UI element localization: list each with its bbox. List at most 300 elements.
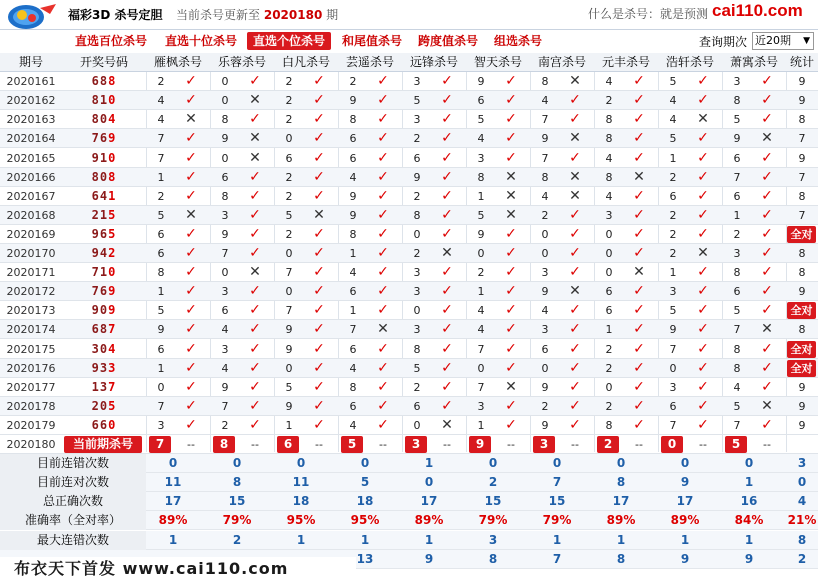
period-cell: 2020164 [6, 132, 56, 146]
lottery-digit: 6 [99, 284, 109, 299]
check-icon: ✓ [249, 283, 261, 300]
summary-value: 9 [680, 475, 690, 490]
lottery-digit: 1 [99, 207, 109, 222]
kill-number: 3 [413, 266, 421, 280]
current-kill-number: 5 [725, 436, 747, 453]
check-icon: ✓ [633, 149, 645, 166]
lottery-digit: 8 [91, 93, 100, 108]
kill-number: 0 [285, 361, 293, 375]
cross-icon: ✕ [697, 111, 709, 128]
stat-cell: 8 [798, 247, 806, 260]
current-kill-number: 2 [597, 436, 619, 453]
check-icon: ✓ [633, 187, 645, 204]
lottery-digit: 7 [91, 131, 100, 146]
kill-number: 4 [349, 361, 357, 375]
app-title: 福彩3D 杀号定胆 [68, 8, 163, 22]
lottery-digit: 3 [99, 360, 109, 375]
cross-icon: ✕ [761, 321, 773, 338]
lottery-number-cell [62, 340, 146, 359]
kill-number: 3 [733, 75, 741, 89]
check-icon: ✓ [377, 416, 389, 433]
check-icon: ✓ [313, 359, 325, 376]
kill-number: 6 [285, 151, 293, 165]
check-icon: ✓ [185, 416, 197, 433]
current-period-label[interactable]: 当前期杀号 [64, 436, 142, 453]
stat-all-correct-badge: 全对 [787, 360, 816, 377]
check-icon: ✓ [441, 378, 453, 395]
summary-value: 1 [616, 532, 626, 547]
summary-value: 16 [740, 494, 758, 509]
summary-value: 2 [488, 475, 498, 490]
column-header-lottery: 开奖号码 [79, 55, 128, 69]
kill-number: 4 [349, 266, 357, 280]
kill-number: 0 [541, 227, 549, 241]
check-icon: ✓ [633, 302, 645, 319]
kill-number: 3 [541, 323, 549, 337]
table-row [0, 206, 818, 225]
check-icon: ✓ [313, 225, 325, 242]
check-icon: ✓ [633, 397, 645, 414]
check-icon: ✓ [249, 340, 261, 357]
check-icon: ✓ [185, 245, 197, 261]
tab-6[interactable]: 组选杀号 [494, 34, 543, 48]
check-icon: ✓ [569, 340, 581, 357]
check-icon: ✓ [441, 130, 453, 147]
kill-number: 1 [733, 208, 741, 222]
summary-value: 2 [797, 551, 807, 566]
kill-number: 8 [541, 75, 549, 89]
stat-cell: 9 [798, 380, 806, 394]
kill-number: 2 [157, 75, 165, 89]
lottery-digit: 3 [108, 360, 117, 375]
summary-value: 0 [296, 456, 306, 471]
table-row [0, 168, 818, 187]
summary-label: 准确率（全对率） [0, 511, 146, 530]
cross-icon: ✕ [569, 168, 581, 185]
summary-value: 13 [356, 551, 374, 566]
cross-icon: ✕ [505, 206, 517, 223]
kill-number: 9 [221, 227, 229, 241]
column-header-expert: 南宫杀号 [537, 55, 586, 69]
kill-number: 8 [541, 170, 549, 184]
lottery-digit: 2 [91, 398, 100, 413]
check-icon: ✓ [441, 225, 453, 242]
kill-number: 7 [221, 247, 229, 260]
cross-icon: ✕ [761, 397, 773, 414]
kill-number: 0 [605, 380, 613, 394]
check-icon: ✓ [377, 264, 389, 281]
tab-bar [0, 31, 818, 52]
lottery-digit: 0 [99, 303, 109, 318]
period-select[interactable] [752, 32, 814, 50]
check-icon: ✓ [313, 397, 325, 414]
tab-5[interactable]: 跨度值杀号 [418, 34, 479, 48]
kill-number: 3 [221, 342, 229, 356]
header-help-text: 什么是杀号：就是预测 [588, 7, 709, 21]
check-icon: ✓ [441, 397, 453, 414]
kill-number: 8 [349, 380, 357, 394]
kill-number: 9 [349, 189, 357, 203]
check-icon: ✓ [697, 130, 709, 147]
column-header-expert: 雁枫杀号 [153, 55, 202, 69]
table-row [0, 91, 818, 110]
kill-number: 4 [541, 304, 549, 318]
kill-number: 7 [541, 151, 549, 165]
check-icon: ✓ [761, 225, 773, 242]
check-icon: ✓ [569, 225, 581, 242]
kill-number: 9 [285, 323, 293, 337]
kill-number: 3 [221, 285, 229, 299]
stat-cell: 9 [798, 94, 806, 108]
kill-number: 2 [477, 266, 485, 280]
kill-number: 5 [157, 304, 165, 318]
period-select-value: 近20期 [755, 34, 791, 47]
summary-value: 0 [424, 475, 434, 490]
kill-number: 7 [733, 170, 741, 184]
kill-number: 7 [157, 132, 165, 146]
current-kill-dash: -- [571, 438, 579, 451]
kill-number: 2 [413, 189, 421, 203]
kill-number: 5 [477, 113, 485, 127]
check-icon: ✓ [377, 92, 389, 109]
check-icon: ✓ [377, 340, 389, 357]
kill-number: 5 [157, 208, 165, 222]
logo[interactable] [6, 2, 60, 30]
check-icon: ✓ [761, 73, 773, 90]
kill-number: 1 [285, 418, 293, 432]
check-icon: ✓ [761, 283, 773, 300]
kill-number: 9 [221, 380, 229, 394]
check-icon: ✓ [377, 397, 389, 414]
kill-number: 7 [349, 323, 357, 337]
kill-number: 3 [413, 323, 421, 337]
table-row [0, 225, 818, 244]
check-icon: ✓ [633, 206, 645, 223]
kill-number: 5 [285, 208, 293, 222]
check-icon: ✓ [569, 378, 581, 395]
cross-icon: ✕ [633, 264, 645, 281]
check-icon: ✓ [441, 302, 453, 319]
kill-number: 2 [541, 208, 549, 222]
current-kill-dash: -- [379, 438, 387, 451]
period-cell: 2020177 [6, 380, 56, 394]
current-kill-number: 8 [213, 436, 235, 453]
summary-value: 0 [744, 456, 754, 471]
kill-number: 0 [157, 380, 165, 394]
lottery-digit: 3 [99, 379, 109, 394]
check-icon: ✓ [633, 321, 645, 338]
check-icon: ✓ [697, 321, 709, 338]
table-row [0, 72, 818, 91]
kill-number: 6 [669, 399, 677, 413]
summary-label: 总正确次数 [0, 492, 146, 511]
lottery-digit: 0 [108, 93, 117, 108]
lottery-digit: 9 [91, 150, 100, 165]
kill-number: 2 [285, 227, 293, 241]
summary-value: 0 [552, 456, 562, 471]
lottery-digit: 1 [108, 188, 117, 203]
table-row [0, 263, 818, 282]
table-row [0, 397, 818, 416]
summary-label: 最大连错次数 [0, 531, 146, 550]
column-header-expert: 远锋杀号 [409, 55, 458, 69]
kill-number: 6 [221, 304, 229, 318]
table-row [0, 416, 818, 435]
check-icon: ✓ [505, 321, 517, 338]
check-icon: ✓ [377, 187, 389, 204]
kill-number: 7 [541, 113, 549, 127]
kill-number: 6 [349, 399, 357, 413]
kill-number: 2 [605, 342, 613, 356]
table-row [0, 359, 818, 378]
kill-number: 5 [733, 113, 741, 127]
check-icon: ✓ [249, 73, 261, 90]
check-icon: ✓ [761, 359, 773, 376]
check-icon: ✓ [185, 187, 197, 204]
cross-icon: ✕ [569, 73, 581, 90]
kill-number: 5 [733, 304, 741, 318]
kill-number: 9 [541, 285, 549, 299]
period-select-label: 查询期次 [699, 35, 748, 49]
check-icon: ✓ [249, 321, 261, 338]
summary-value: 0 [360, 456, 370, 471]
check-icon: ✓ [441, 321, 453, 338]
period-cell: 2020166 [6, 170, 56, 184]
summary-row [0, 473, 818, 492]
kill-number: 9 [413, 170, 421, 184]
check-icon: ✓ [569, 245, 581, 261]
check-icon: ✓ [441, 206, 453, 223]
check-icon: ✓ [569, 92, 581, 109]
kill-number: 4 [349, 418, 357, 432]
check-icon: ✓ [249, 302, 261, 319]
check-icon: ✓ [697, 359, 709, 376]
kill-number: 8 [733, 94, 741, 108]
kill-number: 6 [221, 170, 229, 184]
check-icon: ✓ [505, 283, 517, 300]
check-icon: ✓ [697, 206, 709, 223]
kill-number: 6 [413, 151, 421, 165]
cross-icon: ✕ [441, 416, 453, 433]
summary-value: 95% [286, 513, 316, 528]
kill-number: 6 [349, 132, 357, 146]
check-icon: ✓ [377, 225, 389, 242]
check-icon: ✓ [761, 149, 773, 166]
summary-value: 0 [488, 456, 498, 471]
kill-number: 5 [733, 399, 741, 413]
current-kill-dash: -- [635, 438, 643, 451]
tab-2[interactable]: 直选十位杀号 [165, 34, 238, 48]
check-icon: ✓ [697, 73, 709, 90]
check-icon: ✓ [441, 168, 453, 185]
current-kill-number: 3 [533, 436, 555, 453]
summary-value: 4 [797, 494, 807, 509]
check-icon: ✓ [185, 225, 197, 242]
table-row [0, 110, 818, 129]
kill-number: 9 [541, 418, 549, 432]
check-icon: ✓ [249, 397, 261, 414]
summary-value: 17 [676, 494, 694, 509]
lottery-digit: 9 [108, 284, 117, 299]
check-icon: ✓ [569, 416, 581, 433]
kill-number: 1 [477, 285, 485, 299]
lottery-digit: 8 [108, 74, 117, 89]
kill-number: 9 [477, 227, 485, 241]
summary-value: 21% [787, 513, 817, 528]
check-icon: ✓ [505, 302, 517, 319]
kill-number: 1 [477, 189, 485, 203]
kill-number: 2 [669, 170, 677, 184]
kill-number: 0 [221, 151, 229, 165]
kill-number: 4 [477, 132, 485, 146]
lottery-number-cell [62, 378, 146, 397]
stat-cell: 9 [798, 399, 806, 413]
kill-number: 7 [157, 151, 165, 165]
tab-4[interactable]: 和尾值杀号 [342, 34, 403, 48]
summary-value: 89% [414, 513, 444, 528]
kill-number: 9 [285, 399, 293, 413]
cross-icon: ✕ [313, 206, 325, 223]
current-kill-number: 5 [341, 436, 363, 453]
cross-icon: ✕ [633, 168, 645, 185]
lottery-digit: 5 [108, 398, 117, 413]
check-icon: ✓ [377, 378, 389, 395]
check-icon: ✓ [313, 321, 325, 338]
period-cell: 2020173 [6, 304, 56, 318]
kill-number: 0 [541, 361, 549, 375]
kill-number: 2 [605, 399, 613, 413]
summary-row [0, 492, 818, 511]
summary-value: 11 [164, 475, 182, 490]
lottery-digit: 1 [99, 93, 109, 108]
check-icon: ✓ [377, 73, 389, 90]
stat-cell: 9 [798, 75, 806, 89]
check-icon: ✓ [313, 264, 325, 281]
stat-all-correct-badge: 全对 [787, 226, 816, 243]
kill-number: 3 [669, 380, 677, 394]
kill-number: 3 [605, 208, 613, 222]
check-icon: ✓ [697, 340, 709, 357]
current-kill-dash: -- [251, 438, 259, 451]
kill-number: 9 [221, 132, 229, 146]
kill-number: 6 [733, 189, 741, 203]
lottery-digit: 0 [108, 417, 117, 432]
check-icon: ✓ [505, 149, 517, 166]
stat-all-correct-badge: 全对 [787, 302, 816, 319]
check-icon: ✓ [761, 340, 773, 357]
watermark: 布衣天下首发 www.cai110.com [0, 557, 356, 580]
kill-number: 9 [349, 94, 357, 108]
check-icon: ✓ [633, 416, 645, 433]
kill-number: 5 [477, 208, 485, 222]
check-icon: ✓ [441, 264, 453, 281]
check-icon: ✓ [185, 283, 197, 300]
check-icon: ✓ [761, 416, 773, 433]
kill-number: 4 [669, 113, 677, 127]
current-kill-dash: -- [187, 438, 195, 451]
check-icon: ✓ [505, 416, 517, 433]
kill-number: 0 [221, 94, 229, 108]
check-icon: ✓ [185, 397, 197, 414]
site-name[interactable]: cai110.com [712, 1, 803, 20]
summary-value: 0 [232, 456, 242, 471]
check-icon: ✓ [185, 130, 197, 147]
period-cell: 2020162 [6, 94, 56, 108]
kill-number: 8 [605, 132, 613, 146]
kill-number: 4 [157, 113, 165, 127]
current-kill-number: 6 [277, 436, 299, 453]
lottery-digit: 9 [91, 246, 100, 260]
lottery-number-cell [62, 282, 146, 301]
cross-icon: ✕ [249, 149, 261, 166]
check-icon: ✓ [761, 168, 773, 185]
check-icon: ✓ [633, 130, 645, 147]
kill-number: 2 [605, 94, 613, 108]
check-icon: ✓ [377, 130, 389, 147]
tab-1[interactable]: 直选百位杀号 [75, 34, 148, 48]
cross-icon: ✕ [249, 264, 261, 281]
kill-number: 3 [477, 399, 485, 413]
lottery-digit: 0 [99, 112, 109, 127]
summary-value: 7 [552, 551, 562, 566]
check-icon: ✓ [697, 283, 709, 300]
check-icon: ✓ [313, 283, 325, 300]
summary-value: 18 [292, 494, 310, 509]
kill-number: 1 [605, 323, 613, 337]
stat-cell: 7 [798, 170, 806, 184]
summary-value: 89% [670, 513, 700, 528]
check-icon: ✓ [569, 321, 581, 338]
kill-number: 0 [413, 418, 421, 432]
check-icon: ✓ [697, 225, 709, 242]
check-icon: ✓ [313, 378, 325, 395]
lottery-number-cell [62, 206, 146, 225]
check-icon: ✓ [441, 187, 453, 204]
stat-cell: 9 [798, 418, 806, 432]
check-icon: ✓ [185, 378, 197, 395]
kill-number: 3 [413, 285, 421, 299]
kill-number: 7 [669, 418, 677, 432]
kill-number: 7 [733, 418, 741, 432]
check-icon: ✓ [377, 168, 389, 185]
kill-number: 1 [349, 304, 357, 318]
check-icon: ✓ [185, 73, 197, 90]
check-icon: ✓ [185, 149, 197, 166]
check-icon: ✓ [185, 264, 197, 281]
kill-number: 7 [221, 399, 229, 413]
stat-cell: 8 [798, 323, 806, 337]
check-icon: ✓ [505, 245, 517, 261]
cross-icon: ✕ [569, 283, 581, 300]
current-kill-dash: -- [443, 438, 451, 451]
kill-number: 2 [541, 399, 549, 413]
check-icon: ✓ [249, 359, 261, 376]
lottery-digit: 6 [91, 188, 100, 203]
kill-number: 2 [285, 75, 293, 89]
stat-cell: 9 [798, 151, 806, 165]
lottery-number-cell [62, 225, 146, 244]
summary-value: 8 [616, 551, 626, 566]
kill-number: 0 [477, 247, 485, 260]
tab-3[interactable]: 直选个位杀号 [247, 32, 331, 50]
lottery-digit: 0 [99, 398, 109, 413]
column-header-expert: 芸遥杀号 [345, 55, 394, 69]
kill-number: 6 [349, 342, 357, 356]
summary-value: 18 [356, 494, 374, 509]
lottery-digit: 3 [91, 341, 100, 356]
kill-number: 9 [349, 208, 357, 222]
kill-number: 9 [477, 75, 485, 89]
